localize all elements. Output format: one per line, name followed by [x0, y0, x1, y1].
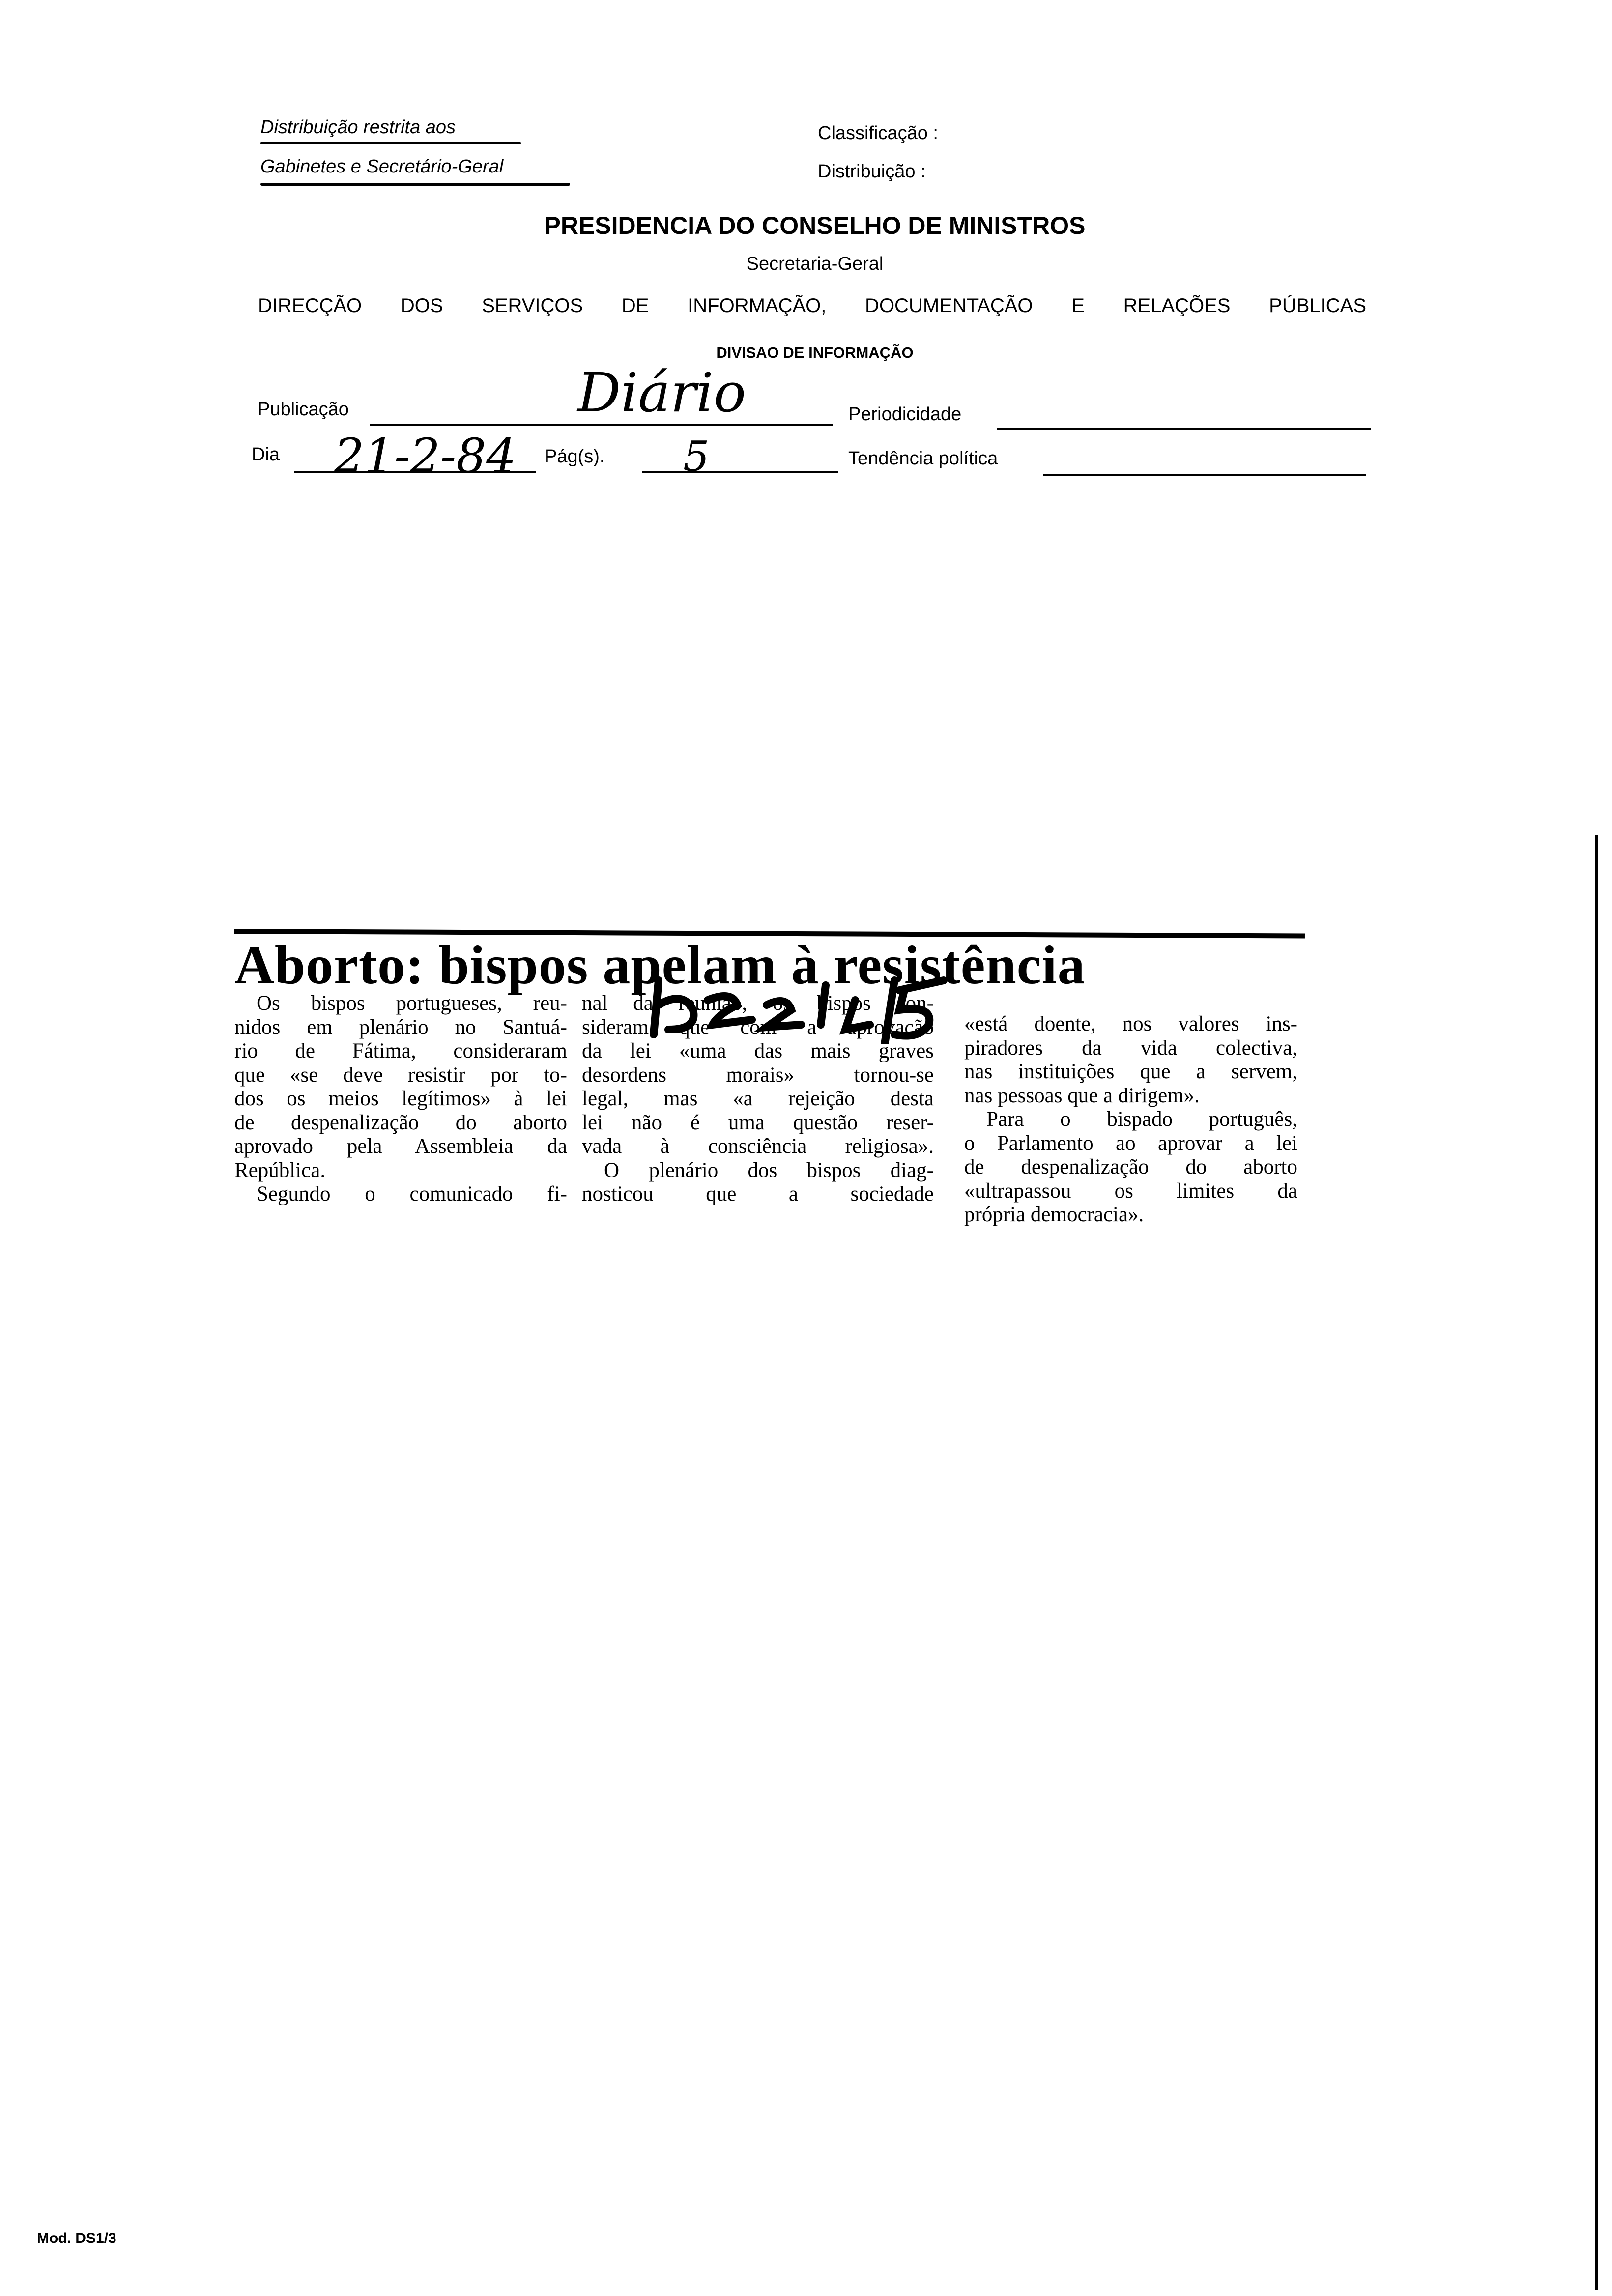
article-line: que «se deve resistir por to- [234, 1063, 567, 1087]
periodicidade-label: Periodicidade [848, 404, 962, 425]
classificacao-label: Classificação : [818, 123, 938, 144]
article-line: da lei «uma das mais graves [582, 1039, 934, 1062]
article-line: vada à consciência religiosa». [582, 1135, 934, 1158]
article-line: nas pessoas que a dirigem». [964, 1084, 1200, 1107]
article-line: dos os meios legítimos» à lei [234, 1087, 567, 1110]
article-line: lei não é uma questão reser- [582, 1111, 934, 1134]
dia-handwritten-value: 21-2-84 [334, 429, 517, 484]
form-code: Mod. DS1/3 [37, 2230, 116, 2246]
restriction-underline-2 [260, 183, 570, 186]
restriction-line-1: Distribuição restrita aos [260, 117, 456, 138]
article-line: Segundo o comunicado fi- [257, 1182, 567, 1205]
article-line: aprovado pela Assembleia da [234, 1135, 567, 1158]
publicacao-label: Publicação [258, 399, 349, 420]
article-line: de despenalização do aborto [964, 1155, 1297, 1178]
article-line: legal, mas «a rejeição desta [582, 1087, 934, 1110]
article-line: de despenalização do aborto [234, 1111, 567, 1134]
article-line: sideram que com a aprovação [582, 1015, 934, 1039]
article-headline: Aborto: bispos apelam à resistência [234, 935, 1086, 996]
article-line: desordens morais» tornou-se [582, 1063, 934, 1087]
pags-field-line [642, 471, 838, 473]
article-column-1 [234, 992, 567, 1206]
article-line: República. [234, 1158, 326, 1182]
direction-title: DIRECÇÃO DOS SERVIÇOS DE INFORMAÇÃO, DOCUMENTAÇÃO E RELAÇÕES PÚBLICAS [258, 295, 1366, 316]
distribuicao-label: Distribuição : [818, 161, 926, 182]
division-title: DIVISAO DE INFORMAÇÃO [716, 344, 914, 361]
article-line: rio de Fátima, consideraram [234, 1039, 567, 1062]
article-column-3 [964, 1012, 1297, 1227]
article-line: Para o bispado português, [986, 1108, 1297, 1131]
article-column-2 [582, 992, 934, 1206]
article-line: própria democracia». [964, 1203, 1144, 1226]
tendencia-field-line [1043, 474, 1366, 476]
pags-handwritten-value: 5 [683, 432, 710, 481]
article-line: «está doente, nos valores ins- [964, 1012, 1297, 1035]
article-line: «ultrapassou os limites da [964, 1179, 1297, 1203]
publicacao-handwritten-value: Diário [577, 361, 746, 424]
dia-label: Dia [252, 444, 280, 465]
article-line: Os bispos portugueses, reu- [257, 992, 567, 1015]
restriction-underline-1 [260, 142, 521, 144]
article-line: piradores da vida colectiva, [964, 1036, 1297, 1060]
restriction-line-2: Gabinetes e Secretário-Geral [260, 156, 504, 177]
periodicidade-field-line [997, 428, 1371, 430]
tendencia-label: Tendência política [848, 448, 998, 469]
scan-edge-line [1595, 835, 1598, 2290]
article-line: O plenário dos bispos diag- [604, 1158, 934, 1182]
org-title: PRESIDENCIA DO CONSELHO DE MINISTROS [544, 212, 1086, 239]
article-line: nal da reunião, os bispos con- [582, 992, 934, 1015]
article-line: nosticou que a sociedade [582, 1182, 934, 1205]
org-subtitle: Secretaria-Geral [746, 254, 884, 274]
article-line: nidos em plenário no Santuá- [234, 1015, 567, 1039]
pags-label: Pág(s). [545, 446, 605, 467]
article-line: o Parlamento ao aprovar a lei [964, 1131, 1297, 1155]
article-line: nas instituições que a servem, [964, 1060, 1297, 1083]
